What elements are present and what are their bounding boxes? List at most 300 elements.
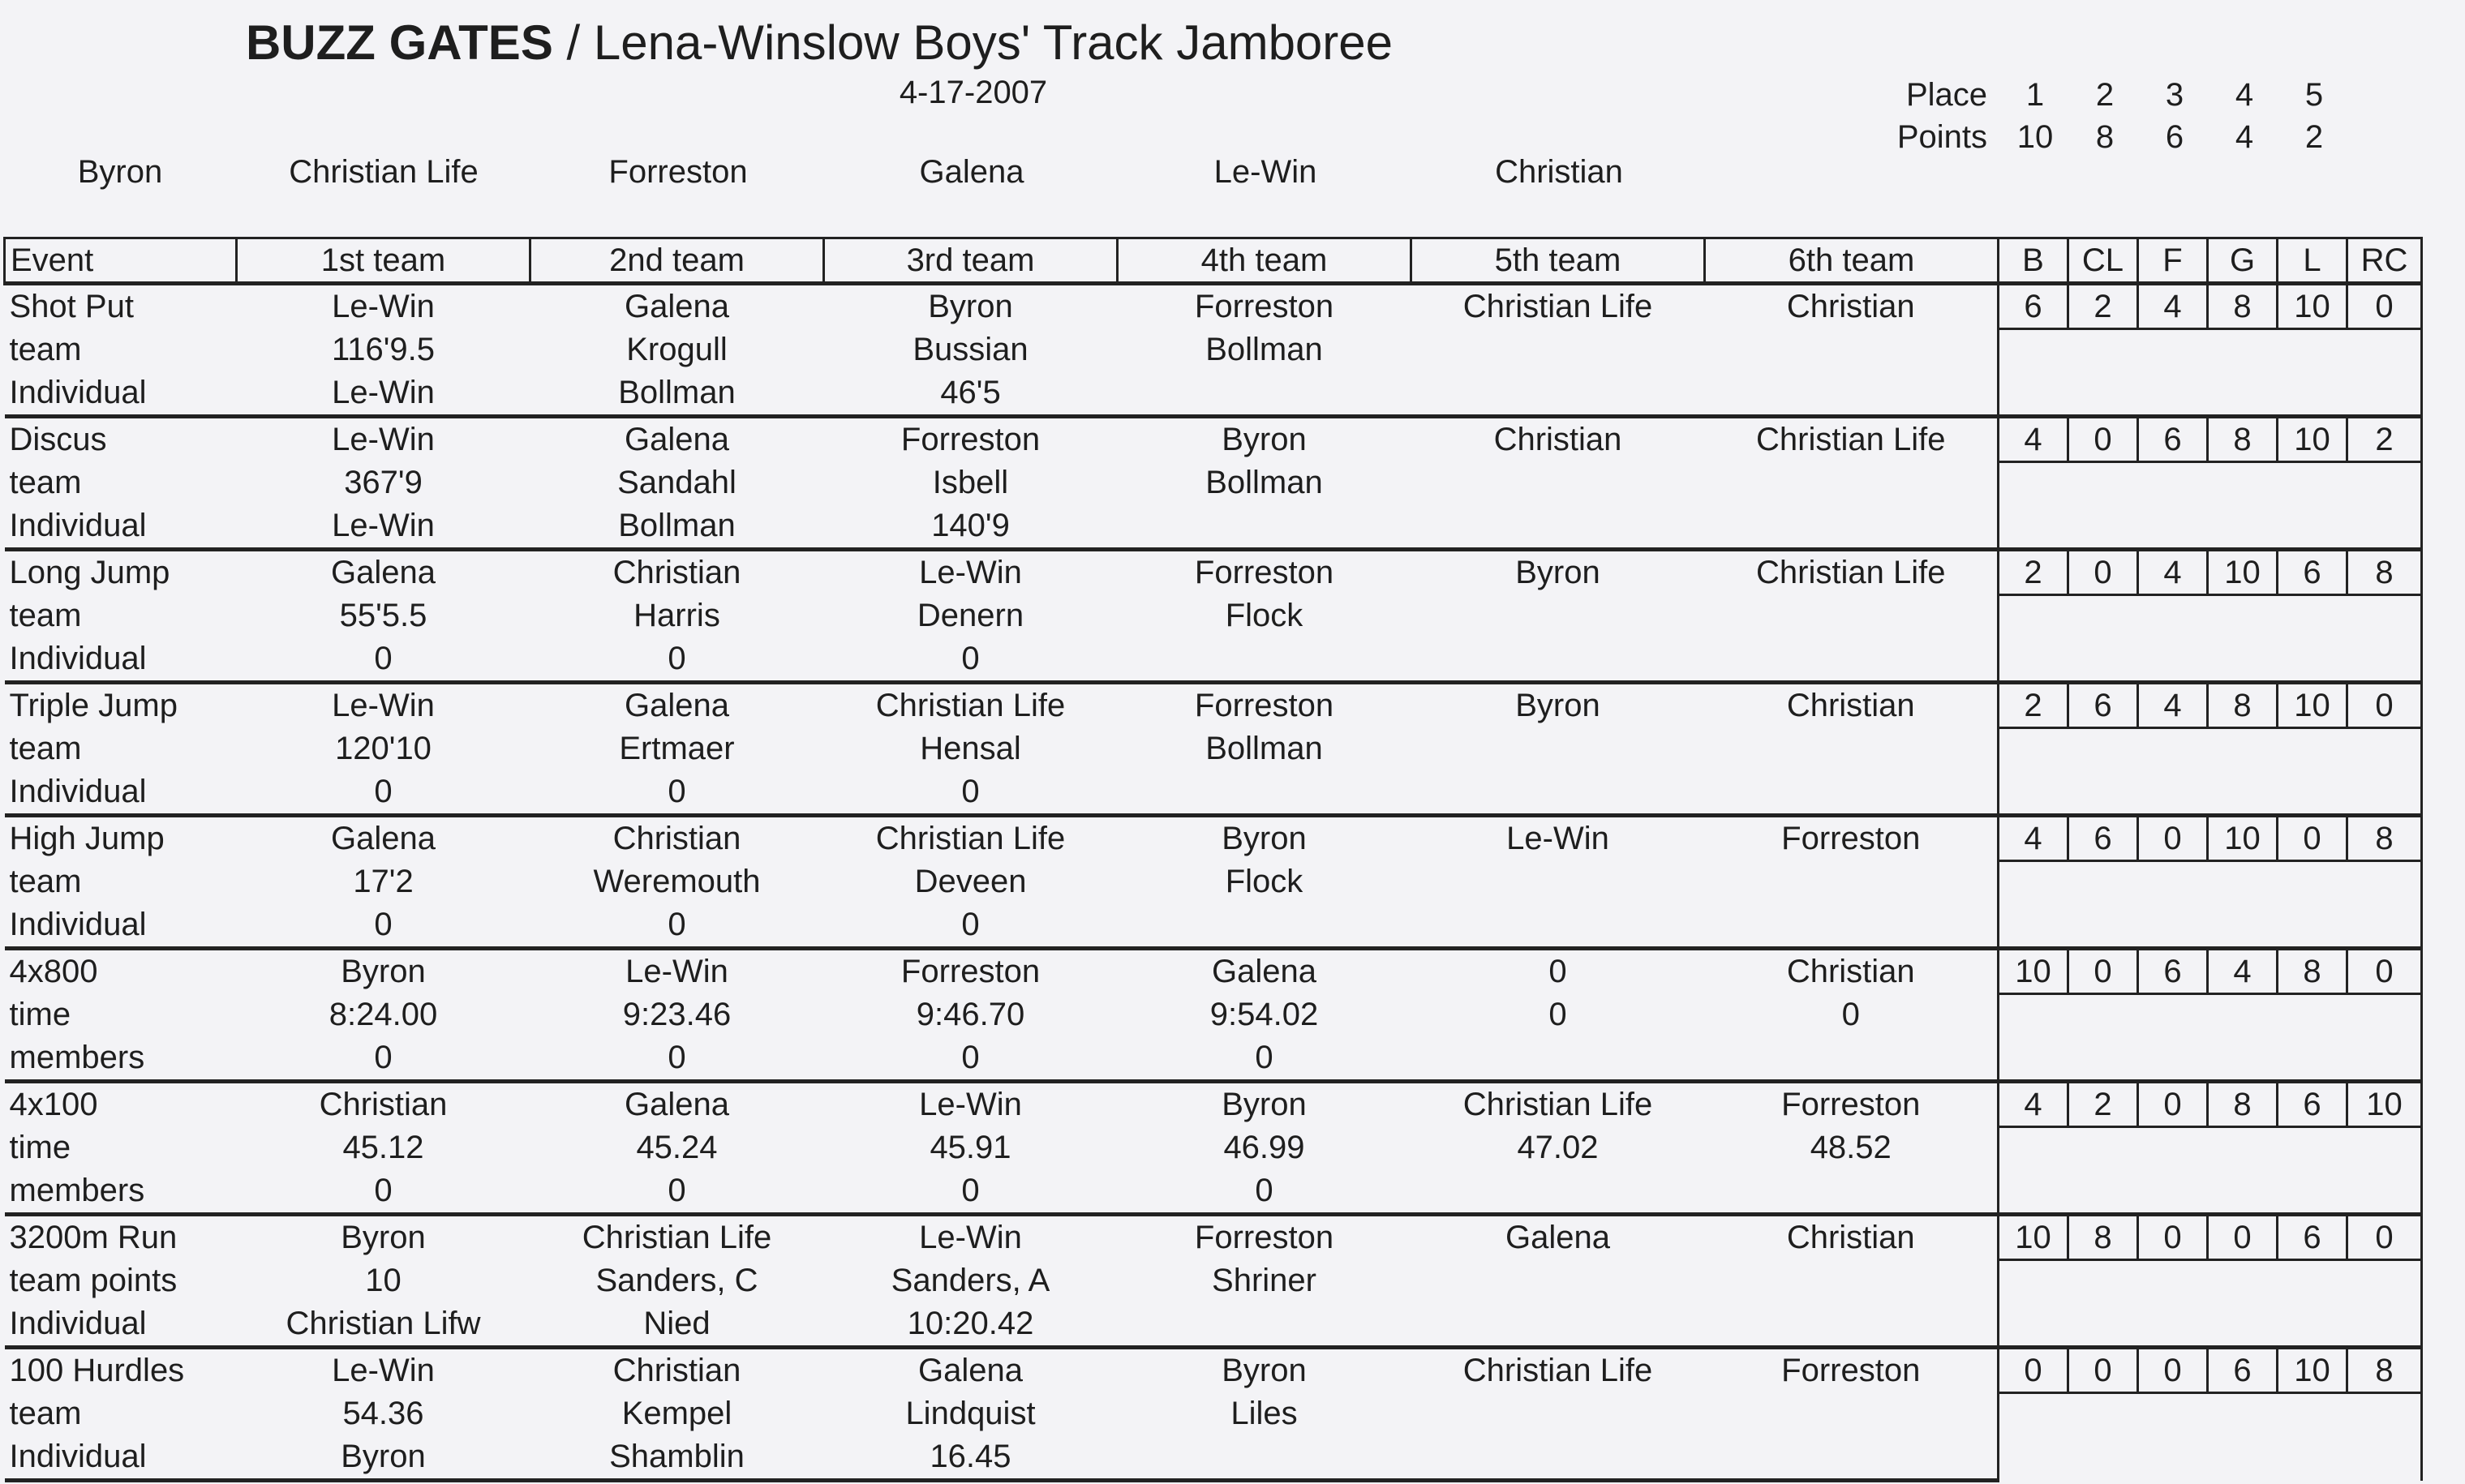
- points-cell: 0: [2068, 1348, 2138, 1393]
- result-cell: 9:23.46: [622, 997, 732, 1032]
- result-cell: [1118, 770, 1411, 816]
- result-cell: Forreston: [1705, 816, 1999, 861]
- points-cell: 0: [2347, 683, 2422, 728]
- result-cell: Le-Win: [237, 1348, 530, 1393]
- result-cell: Bollman: [1205, 465, 1323, 500]
- table-row: [5, 1348, 2422, 1393]
- points-cell: 8: [2278, 949, 2347, 994]
- result-cell: 0: [668, 1173, 686, 1208]
- event-row-label: 3200m Run: [5, 1215, 237, 1260]
- result-cell: [1118, 1435, 1411, 1481]
- event-row-label: Long Jump: [5, 550, 237, 595]
- result-cell: [1705, 637, 1999, 683]
- place-points-legend: [1890, 77, 2377, 161]
- result-cell: [1705, 1392, 1999, 1435]
- event-row-label: time: [9, 997, 71, 1032]
- result-cell: Shriner: [1212, 1263, 1316, 1298]
- points-notes-box: [1999, 727, 2422, 816]
- event-row-label: time: [9, 1130, 71, 1165]
- result-cell: [1705, 727, 1999, 770]
- points-number: 4: [2235, 119, 2254, 155]
- result-cell: Le-Win: [237, 284, 530, 329]
- result-cell: 0: [374, 641, 393, 676]
- result-cell: [1411, 903, 1705, 949]
- points-cell: 8: [2347, 1348, 2422, 1393]
- result-cell: Galena: [530, 284, 824, 329]
- table-row: [5, 284, 2422, 329]
- result-cell: 0: [961, 907, 980, 942]
- result-cell: 0: [1255, 1173, 1273, 1208]
- place-number: 2: [2095, 77, 2115, 113]
- points-cell: 6: [2278, 1082, 2347, 1127]
- points-notes-box: [1999, 1126, 2422, 1215]
- result-cell: 367'9: [344, 465, 423, 500]
- result-cell: [1705, 504, 1999, 550]
- points-notes-box: [1999, 1392, 2422, 1481]
- result-cell: 8:24.00: [329, 997, 438, 1032]
- result-cell: 0: [668, 641, 686, 676]
- points-cell: 6: [2278, 1215, 2347, 1260]
- result-cell: Le-Win: [332, 375, 435, 410]
- points-number: 2: [2304, 119, 2324, 155]
- result-cell: 0: [668, 1040, 686, 1075]
- result-cell: 9:54.02: [1209, 997, 1319, 1032]
- result-cell: Christian Life: [824, 683, 1118, 728]
- result-cell: Byron: [237, 949, 530, 994]
- result-cell: Byron: [1411, 550, 1705, 595]
- result-cell: [1411, 1259, 1705, 1302]
- result-cell: Sandahl: [617, 465, 736, 500]
- column-header: 5th team: [1411, 238, 1705, 284]
- points-cell: 0: [2138, 1215, 2208, 1260]
- table-row: [5, 1259, 2422, 1302]
- column-header: Event: [5, 238, 237, 284]
- result-cell: Forreston: [1118, 284, 1411, 329]
- column-header: 4th team: [1118, 238, 1411, 284]
- result-cell: 48.52: [1810, 1130, 1892, 1165]
- result-cell: Christian Life: [530, 1215, 824, 1260]
- points-cell: 2: [2068, 1082, 2138, 1127]
- result-cell: 0: [1255, 1040, 1273, 1075]
- result-cell: [1118, 637, 1411, 683]
- column-header: L: [2278, 238, 2347, 284]
- result-cell: Christian: [530, 816, 824, 861]
- result-cell: Forreston: [1705, 1348, 1999, 1393]
- team-list: [0, 154, 1703, 203]
- result-cell: Bollman: [618, 508, 736, 543]
- result-cell: [1411, 594, 1705, 637]
- result-cell: 10: [365, 1263, 402, 1298]
- event-row-label: Individual: [9, 508, 147, 543]
- result-cell: [1411, 1302, 1705, 1348]
- points-cell: 10: [2278, 1348, 2347, 1393]
- result-cell: Christian: [1705, 949, 1999, 994]
- points-cell: 0: [2068, 550, 2138, 595]
- event-row-label: Individual: [9, 641, 147, 676]
- column-header: 2nd team: [530, 238, 824, 284]
- result-cell: [1411, 1169, 1705, 1215]
- event-row-label: High Jump: [5, 816, 237, 861]
- result-cell: [1705, 461, 1999, 504]
- points-cell: 0: [2347, 284, 2422, 329]
- column-header: RC: [2347, 238, 2422, 284]
- result-cell: 46.99: [1223, 1130, 1305, 1165]
- table-header-row: [5, 238, 2422, 284]
- result-cell: Le-Win: [1411, 816, 1705, 861]
- result-cell: Christian: [530, 550, 824, 595]
- event-row-label: Individual: [9, 1306, 147, 1341]
- result-cell: Christian: [1411, 417, 1705, 462]
- points-cell: 6: [2138, 949, 2208, 994]
- table-row: [5, 816, 2422, 861]
- result-cell: Nied: [643, 1306, 711, 1341]
- table-row: [5, 328, 2422, 371]
- result-cell: Forreston: [1705, 1082, 1999, 1127]
- result-cell: 0: [961, 1173, 980, 1208]
- table-row: [5, 1082, 2422, 1127]
- points-cell: 6: [1999, 284, 2068, 329]
- points-cell: 4: [1999, 816, 2068, 861]
- result-cell: [1411, 1392, 1705, 1435]
- result-cell: Christian: [1705, 683, 1999, 728]
- result-cell: [1118, 504, 1411, 550]
- team-name: Forreston: [608, 154, 748, 190]
- result-cell: Byron: [824, 284, 1118, 329]
- result-cell: Byron: [1118, 417, 1411, 462]
- result-cell: [1411, 504, 1705, 550]
- points-cell: 4: [2138, 683, 2208, 728]
- result-cell: Galena: [1411, 1215, 1705, 1260]
- result-cell: 0: [1548, 997, 1567, 1032]
- result-cell: Galena: [530, 417, 824, 462]
- table-row: [5, 1126, 2422, 1169]
- result-cell: Galena: [530, 683, 824, 728]
- result-cell: 46'5: [940, 375, 1001, 410]
- event-row-label: members: [9, 1040, 145, 1075]
- result-cell: [1705, 770, 1999, 816]
- points-cell: 8: [2068, 1215, 2138, 1260]
- points-cell: 2: [1999, 550, 2068, 595]
- event-row-label: team: [9, 1396, 82, 1431]
- result-cell: Le-Win: [824, 1215, 1118, 1260]
- column-header: B: [1999, 238, 2068, 284]
- points-notes-box: [1999, 993, 2422, 1082]
- team-name: Byron: [77, 154, 163, 190]
- result-cell: Byron: [1118, 816, 1411, 861]
- points-cell: 10: [2208, 550, 2278, 595]
- result-cell: Le-Win: [237, 417, 530, 462]
- points-number: 8: [2095, 119, 2115, 155]
- result-cell: [1411, 371, 1705, 417]
- result-cell: Le-Win: [530, 949, 824, 994]
- result-cell: 45.24: [636, 1130, 718, 1165]
- table-row: [5, 860, 2422, 903]
- result-cell: Forreston: [824, 417, 1118, 462]
- result-cell: [1705, 371, 1999, 417]
- result-cell: Flock: [1225, 598, 1303, 633]
- table-row: [5, 594, 2422, 637]
- table-row: [5, 993, 2422, 1036]
- table-row: [5, 417, 2422, 462]
- result-cell: 45.91: [930, 1130, 1011, 1165]
- result-cell: Byron: [237, 1215, 530, 1260]
- event-row-label: members: [9, 1173, 145, 1208]
- result-cell: Christian Life: [1411, 284, 1705, 329]
- result-cell: [1411, 461, 1705, 504]
- result-cell: [1411, 1036, 1705, 1082]
- points-cell: 0: [2347, 949, 2422, 994]
- result-cell: [1705, 328, 1999, 371]
- result-cell: Bollman: [618, 375, 736, 410]
- event-row-label: team: [9, 332, 82, 367]
- table-row: [5, 1392, 2422, 1435]
- points-notes-box: [1999, 328, 2422, 417]
- points-cell: 8: [2347, 550, 2422, 595]
- result-cell: [1705, 1169, 1999, 1215]
- result-cell: Hensal: [920, 731, 1021, 766]
- event-row-label: 4x800: [5, 949, 237, 994]
- result-cell: Kempel: [621, 1396, 732, 1431]
- result-cell: Lindquist: [905, 1396, 1036, 1431]
- points-cell: 6: [2208, 1348, 2278, 1393]
- points-cell: 10: [2208, 816, 2278, 861]
- points-cell: 10: [2278, 284, 2347, 329]
- result-cell: [1705, 1302, 1999, 1348]
- result-cell: Forreston: [1118, 1215, 1411, 1260]
- result-cell: 54.36: [342, 1396, 424, 1431]
- points-cell: 2: [2347, 417, 2422, 462]
- result-cell: [1411, 860, 1705, 903]
- result-cell: 0: [374, 1040, 393, 1075]
- points-cell: 0: [2208, 1215, 2278, 1260]
- result-cell: Christian: [237, 1082, 530, 1127]
- points-cell: 0: [2138, 1082, 2208, 1127]
- result-cell: 0: [668, 774, 686, 809]
- place-label: Place: [1905, 77, 1987, 113]
- result-cell: 0: [1411, 949, 1705, 994]
- result-cell: 0: [668, 907, 686, 942]
- team-name: Christian: [1495, 154, 1623, 190]
- result-cell: Bussian: [913, 332, 1029, 367]
- result-cell: Christian Life: [1705, 550, 1999, 595]
- column-header: G: [2208, 238, 2278, 284]
- points-cell: 10: [1999, 949, 2068, 994]
- result-cell: [1411, 328, 1705, 371]
- place-number: 4: [2235, 77, 2254, 113]
- result-cell: Le-Win: [824, 550, 1118, 595]
- event-row-label: Individual: [5, 1435, 237, 1481]
- result-cell: Krogull: [626, 332, 728, 367]
- table-row: [5, 727, 2422, 770]
- result-cell: [1118, 903, 1411, 949]
- event-row-label: Individual: [9, 375, 147, 410]
- result-cell: Christian Life: [824, 816, 1118, 861]
- points-number: 6: [2165, 119, 2184, 155]
- result-cell: Le-Win: [332, 508, 435, 543]
- points-cell: 8: [2208, 284, 2278, 329]
- result-cell: 45.12: [342, 1130, 424, 1165]
- result-cell: 17'2: [353, 864, 414, 899]
- points-cell: 8: [2208, 1082, 2278, 1127]
- result-cell: Galena: [530, 1082, 824, 1127]
- points-notes-box: [1999, 1259, 2422, 1348]
- result-cell: Le-Win: [824, 1082, 1118, 1127]
- event-row-label: Triple Jump: [5, 683, 237, 728]
- result-cell: [1411, 1435, 1705, 1481]
- points-cell: 8: [2208, 417, 2278, 462]
- team-name: Galena: [919, 154, 1024, 190]
- place-number: 1: [2025, 77, 2045, 113]
- result-cell: [1411, 727, 1705, 770]
- event-row-label: Discus: [5, 417, 237, 462]
- column-header: 6th team: [1705, 238, 1999, 284]
- points-cell: 6: [2138, 417, 2208, 462]
- points-notes-box: [1999, 860, 2422, 949]
- points-cell: 0: [2347, 1215, 2422, 1260]
- result-cell: Shamblin: [530, 1435, 824, 1481]
- points-cell: 0: [1999, 1348, 2068, 1393]
- result-cell: [1705, 594, 1999, 637]
- place-number: 5: [2304, 77, 2324, 113]
- points-cell: 0: [2068, 417, 2138, 462]
- result-cell: Liles: [1230, 1396, 1298, 1431]
- result-cell: Galena: [237, 550, 530, 595]
- points-notes-box: [1999, 461, 2422, 550]
- result-cell: Denern: [917, 598, 1024, 633]
- result-cell: Forreston: [824, 949, 1118, 994]
- points-cell: 2: [1999, 683, 2068, 728]
- result-cell: [1705, 1036, 1999, 1082]
- result-cell: Flock: [1225, 864, 1303, 899]
- result-cell: Christian: [1705, 284, 1999, 329]
- result-cell: 120'10: [335, 731, 432, 766]
- points-number: 10: [2016, 119, 2054, 155]
- result-cell: [1118, 371, 1411, 417]
- points-cell: 0: [2138, 816, 2208, 861]
- result-cell: Sanders, C: [595, 1263, 758, 1298]
- result-cell: Christian: [1705, 1215, 1999, 1260]
- team-name: Christian Life: [289, 154, 479, 190]
- result-cell: [1705, 1435, 1999, 1481]
- event-row-label: team: [9, 598, 82, 633]
- event-row-label: 4x100: [5, 1082, 237, 1127]
- result-cell: Bollman: [1205, 332, 1323, 367]
- points-cell: 4: [2138, 284, 2208, 329]
- result-cell: Ertmaer: [619, 731, 735, 766]
- result-cell: Christian Life: [1411, 1082, 1705, 1127]
- result-cell: Bollman: [1205, 731, 1323, 766]
- result-cell: 55'5.5: [339, 598, 427, 633]
- event-row-label: Individual: [9, 774, 147, 809]
- points-cell: 4: [1999, 1082, 2068, 1127]
- result-cell: 10:20.42: [907, 1306, 1034, 1341]
- points-cell: 4: [1999, 417, 2068, 462]
- result-cell: Sanders, A: [891, 1263, 1050, 1298]
- points-cell: 10: [1999, 1215, 2068, 1260]
- result-cell: Galena: [1118, 949, 1411, 994]
- place-row: [1890, 77, 2377, 119]
- points-cell: 6: [2068, 683, 2138, 728]
- points-cell: 0: [2138, 1348, 2208, 1393]
- event-row-label: team: [9, 731, 82, 766]
- place-number: 3: [2165, 77, 2184, 113]
- points-cell: 10: [2347, 1082, 2422, 1127]
- table-row: [5, 683, 2422, 728]
- result-cell: [1411, 637, 1705, 683]
- points-cell: 8: [2347, 816, 2422, 861]
- result-cell: [1705, 1259, 1999, 1302]
- result-cell: 0: [1841, 997, 1860, 1032]
- table-row: [5, 461, 2422, 504]
- points-cell: 2: [2068, 284, 2138, 329]
- points-cell: 0: [2278, 816, 2347, 861]
- result-cell: Byron: [1411, 683, 1705, 728]
- points-cell: 0: [2068, 949, 2138, 994]
- points-cell: 8: [2208, 683, 2278, 728]
- result-cell: Christian Life: [1411, 1348, 1705, 1393]
- event-row-label: Shot Put: [5, 284, 237, 329]
- result-cell: 116'9.5: [331, 332, 435, 367]
- result-cell: Byron: [237, 1435, 530, 1481]
- result-cell: [1411, 770, 1705, 816]
- result-cell: Byron: [1118, 1348, 1411, 1393]
- result-cell: 0: [374, 1173, 393, 1208]
- points-cell: 6: [2068, 816, 2138, 861]
- event-row-label: 100 Hurdles: [5, 1348, 237, 1393]
- result-cell: 0: [961, 1040, 980, 1075]
- result-cell: Christian Lifw: [286, 1306, 481, 1341]
- result-cell: 0: [961, 774, 980, 809]
- result-cell: Christian Life: [1705, 417, 1999, 462]
- result-cell: 9:46.70: [916, 997, 1025, 1032]
- result-cell: [1118, 1302, 1411, 1348]
- result-cell: Harris: [633, 598, 720, 633]
- points-cell: 4: [2138, 550, 2208, 595]
- result-cell: [1705, 903, 1999, 949]
- points-cell: 6: [2278, 550, 2347, 595]
- result-cell: Christian: [530, 1348, 824, 1393]
- result-cell: Weremouth: [593, 864, 761, 899]
- result-cell: 47.02: [1517, 1130, 1599, 1165]
- result-cell: Forreston: [1118, 683, 1411, 728]
- points-label: Points: [1896, 119, 1987, 155]
- table-row: [5, 1215, 2422, 1260]
- points-cell: 10: [2278, 417, 2347, 462]
- meet-date: 4-17-2007: [899, 75, 1048, 110]
- table-row: [5, 550, 2422, 595]
- points-cell: 4: [2208, 949, 2278, 994]
- event-row-label: team points: [9, 1263, 178, 1298]
- column-header: F: [2138, 238, 2208, 284]
- event-row-label: Individual: [9, 907, 147, 942]
- result-cell: 140'9: [931, 508, 1010, 543]
- results-table: [3, 237, 2423, 1482]
- result-cell: Byron: [1118, 1082, 1411, 1127]
- event-row-label: team: [9, 465, 82, 500]
- points-cell: 10: [2278, 683, 2347, 728]
- result-cell: 16.45: [824, 1435, 1118, 1481]
- column-header: 1st team: [237, 238, 530, 284]
- result-cell: Deveen: [914, 864, 1027, 899]
- title-bold: BUZZ GATES: [245, 15, 553, 70]
- result-cell: Galena: [824, 1348, 1118, 1393]
- result-cell: Galena: [237, 816, 530, 861]
- column-header: CL: [2068, 238, 2138, 284]
- result-cell: [1705, 860, 1999, 903]
- table-row: [5, 949, 2422, 994]
- event-row-label: team: [9, 864, 82, 899]
- points-notes-box: [1999, 594, 2422, 683]
